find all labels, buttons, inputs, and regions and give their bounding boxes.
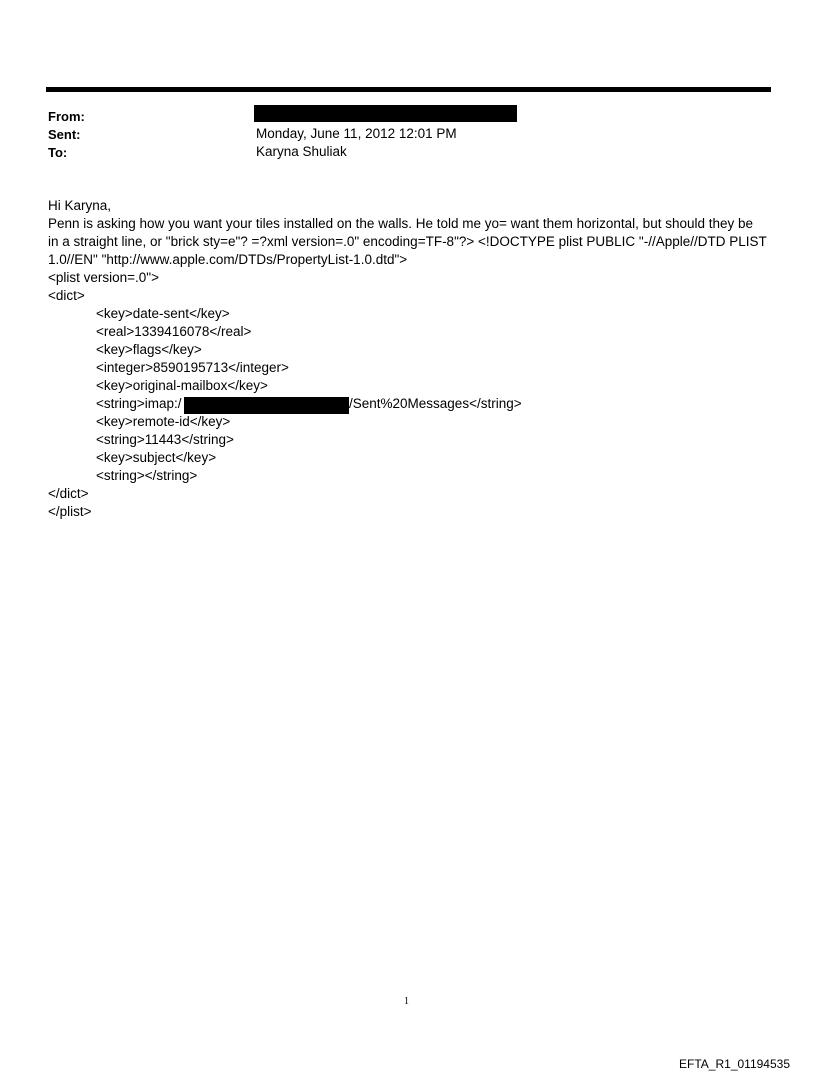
key-remote-id: <key>remote-id</key> <box>96 414 231 429</box>
dict-close: </dict> <box>48 486 89 501</box>
header-rule <box>46 87 771 92</box>
sent-label: Sent: <box>48 127 81 142</box>
from-redaction <box>254 105 517 122</box>
key-date-sent: <key>date-sent</key> <box>96 306 230 321</box>
key-original-mailbox: <key>original-mailbox</key> <box>96 378 268 393</box>
from-label: From: <box>48 109 85 124</box>
body-line-1: Penn is asking how you want your tiles installed on the walls. He told me yo= want them horizontal, but should they be <box>48 216 754 231</box>
imap-redaction <box>184 397 349 414</box>
key-flags: <key>flags</key> <box>96 342 202 357</box>
value-imap-suffix: /Sent%20Messages</string> <box>349 396 522 411</box>
greeting: Hi Karyna, <box>48 198 112 213</box>
plist-close: </plist> <box>48 504 92 519</box>
value-imap-prefix: <string>imap:/ <box>96 396 182 411</box>
value-real: <real>1339416078</real> <box>96 324 252 339</box>
to-value: Karyna Shuliak <box>256 144 347 159</box>
value-subject: <string></string> <box>96 468 198 483</box>
to-label: To: <box>48 145 68 160</box>
document-id: EFTA_R1_01194535 <box>679 1057 790 1071</box>
page-number: 1 <box>404 996 409 1007</box>
value-integer: <integer>8590195713</integer> <box>96 360 289 375</box>
value-remote-id: <string>11443</string> <box>96 432 234 447</box>
body-line-3: 1.0//EN" "http://www.apple.com/DTDs/PropertyList-1.0.dtd"> <box>48 252 408 267</box>
plist-open: <plist version=.0"> <box>48 270 159 285</box>
dict-open: <dict> <box>48 288 85 303</box>
body-line-2: in a straight line, or "brick sty=e"? =?xml version=.0" encoding=TF-8"?> <!DOCTYPE plist PUBLIC "-//Apple//DTD PLIST <box>48 234 767 249</box>
sent-value: Monday, June 11, 2012 12:01 PM <box>256 126 457 141</box>
key-subject: <key>subject</key> <box>96 450 217 465</box>
